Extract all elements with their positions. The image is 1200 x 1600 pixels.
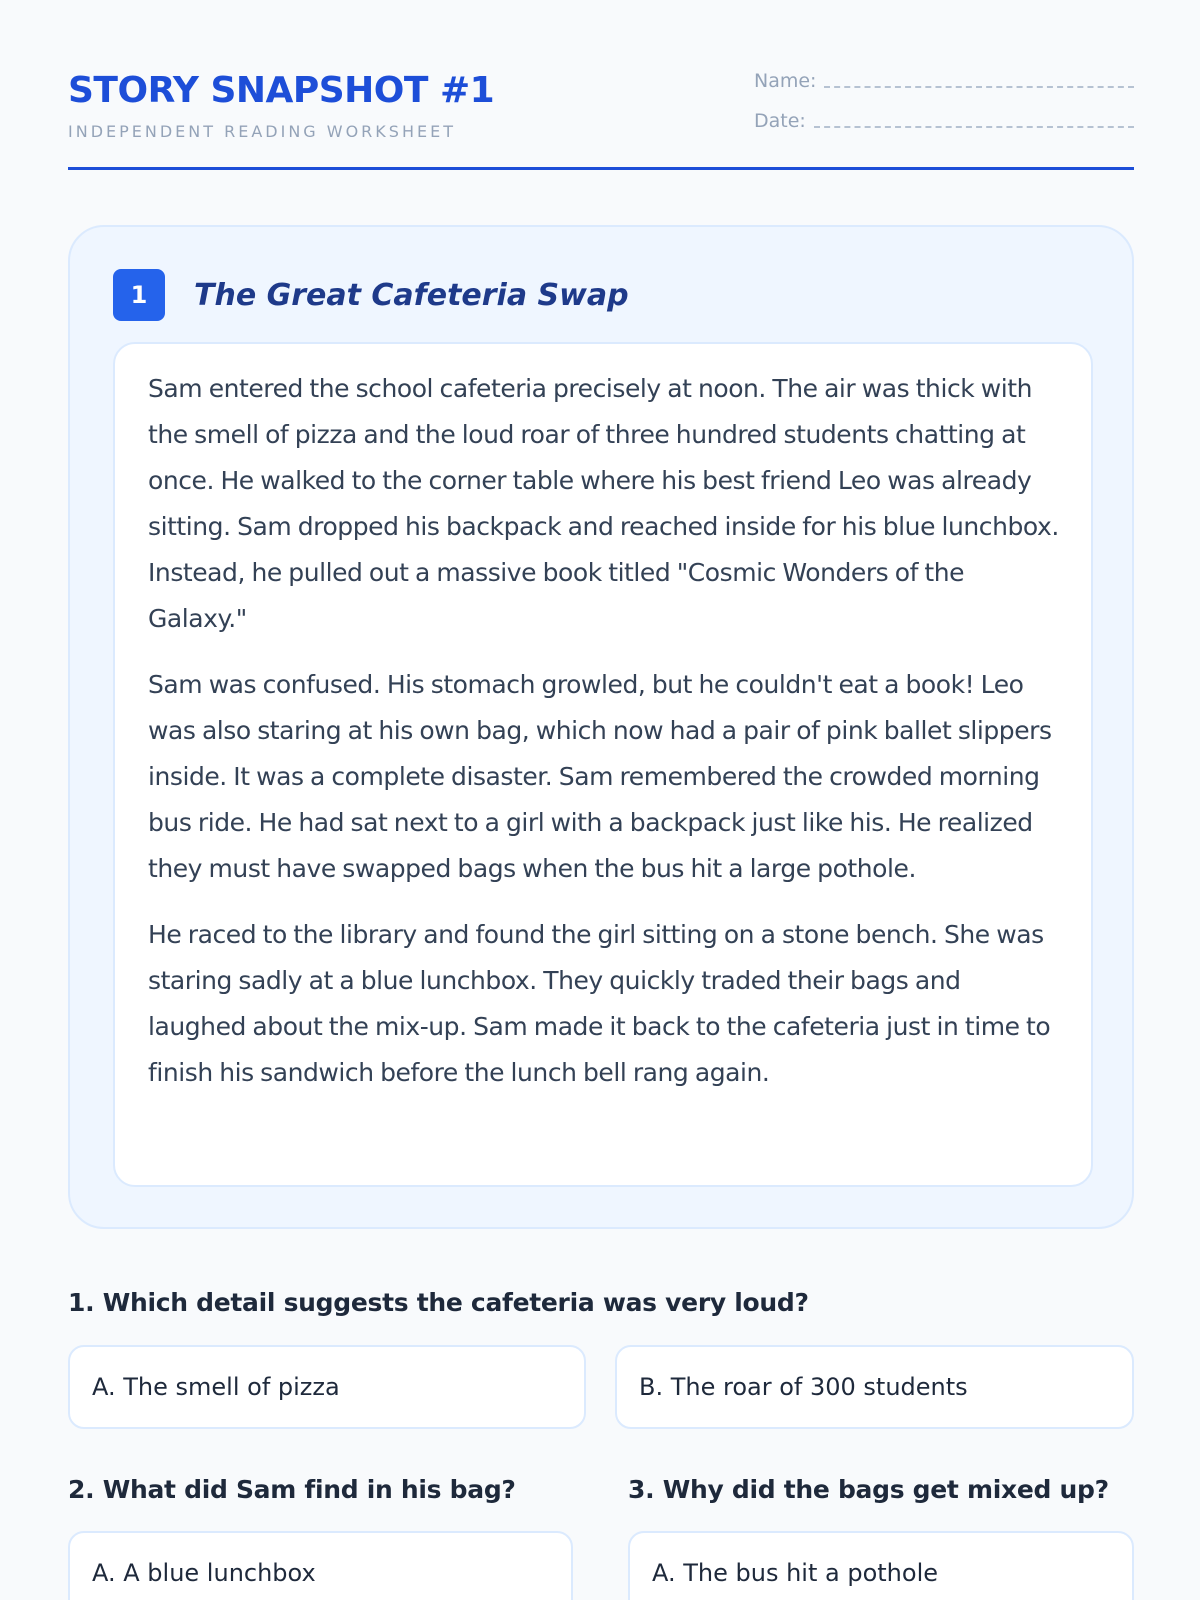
date-field[interactable] [754,112,1134,131]
name-line[interactable] [824,86,1134,88]
worksheet-header [68,60,1134,170]
question-1-option-a[interactable]: A. The smell of pizza [68,1345,586,1429]
question-1: 1. Which detail suggests the cafeteria was very loud? [68,1288,809,1317]
passage-paragraph: Sam entered the school cafeteria precisely at noon. The air was thick with the smell of pizza and the loud roar of three hundred students chatting at once. He walked to the corner table where his best friend Leo was already sitting. Sam dropped his backpack and reached inside for his blue lunchbox. Instead, he pulled out a massive book titled "Cosmic Wonders of the Galaxy." [148,374,1059,633]
story-title: The Great Cafeteria Swap [194,277,629,313]
story-number-badge: 1 [113,269,165,321]
worksheet-title: STORY SNAPSHOT #1 [68,70,495,111]
question-1-option-b[interactable]: B. The roar of 300 students [615,1345,1134,1429]
name-field[interactable] [754,72,1134,91]
question-3: 3. Why did the bags get mixed up? [628,1475,1109,1504]
worksheet-subtitle: INDEPENDENT READING WORKSHEET [68,122,456,141]
date-label: Date: [754,110,806,132]
question-2: 2. What did Sam find in his bag? [68,1475,516,1504]
story-passage [113,342,1093,1187]
story-card [68,225,1134,1229]
question-2-option-a[interactable]: A. A blue lunchbox [68,1531,573,1600]
date-line[interactable] [814,126,1134,128]
passage-paragraph: He raced to the library and found the girl sitting on a stone bench. She was staring sadly at a blue lunchbox. They quickly traded their bags and laughed about the mix-up. Sam made it back to the cafeteria just in time to finish his sandwich before the lunch bell rang again. [148,920,1051,1087]
passage-paragraph: Sam was confused. His stomach growled, but he couldn't eat a book! Leo was also staring at his own bag, which now had a pair of pink ballet slippers inside. It was a complete disaster. Sam remembered the crowded morning bus ride. He had sat next to a girl with a backpack just like his. He realized they must have swapped bags when the bus hit a large pothole. [148,670,1052,883]
question-3-option-a[interactable]: A. The bus hit a pothole [628,1531,1134,1600]
name-label: Name: [754,70,817,92]
